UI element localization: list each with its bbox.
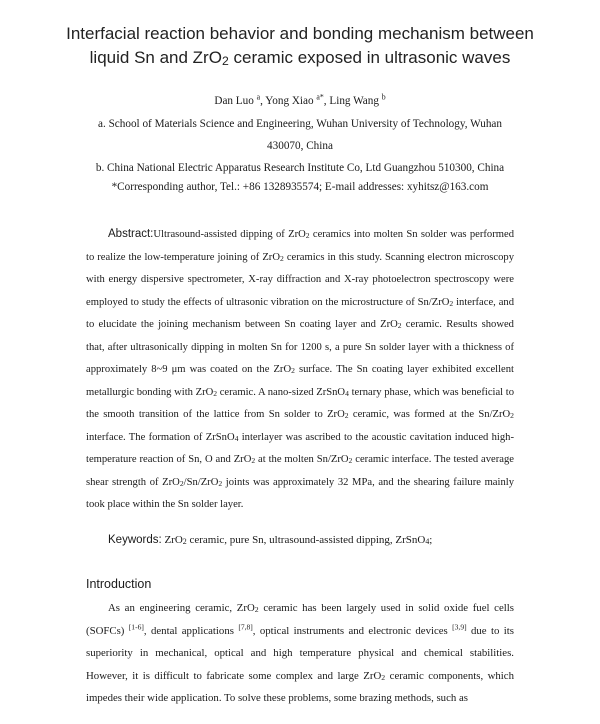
citation: [3,9] xyxy=(452,621,467,631)
keywords-label: Keywords: xyxy=(108,534,162,546)
abstract-label: Abstract: xyxy=(108,228,154,240)
keywords: Keywords: ZrO$_2$ ceramic, pure Sn, ultrasound-assisted dipping, ZrSnO$_4$; xyxy=(108,534,433,547)
corresponding-author: *Corresponding author, Tel.: +86 1328935574; E-mail addresses: xyhitsz@163.com xyxy=(111,181,489,193)
affiliation-a-line-2: 430070, China xyxy=(267,140,333,152)
introduction-paragraph: As an engineering ceramic, ZrO$_2$ ceramic has been largely used in solid oxide fuel cells (SOFCs) [1-6], dental applications [7,8], optical instruments and electronic devices [3,9] due to its superiority in mechanical, optical and high temperature physical and chemical stabilities. However, it is difficult to fabricate some complex and large ZrO$_2$ ceramic components, which impedes their wide application. To solve these problems, some brazing methods, such as xyxy=(86,602,514,704)
citation: [7,8] xyxy=(238,621,253,631)
introduction-heading: Introduction xyxy=(86,577,152,591)
abstract: Abstract:Ultrasound-assisted dipping of ZrO$_2$ ceramics into molten Sn solder was performed to realize the low-temperature joining of ZrO$_2$ ceramics in this study. Scanning electron microscopy with energy dispersive spectrometer, X-ray diffraction and X-ray photoelectron spectroscopy were employed to study the effects of ultrasonic vibration on the microstructure of Sn/ZrO$_2$ interface, and to elucidate the joining mechanism between Sn coating layer and ZrO$_2$ ceramic. Results showed that, after ultrasonically dipping in molten Sn for 1200 s, a pure Sn solder layer with a thickness of approximately 8~9 μm was coated on the ZrO$_2$ surface. The Sn coating layer exhibited excellent metallurgic bonding with ZrO$_2$ ceramic. A nano-sized ZrSnO$_4$ ternary phase, which was beneficial to the smooth transition of the lattice from Sn solder to ZrO$_2$ ceramic, was formed at the Sn/ZrO$_2$ interface. The formation of ZrSnO$_4$ interlayer was ascribed to the acoustic cavitation induced high-temperature reaction of Sn, O and ZrO$_2$ at the molten Sn/ZrO$_2$ ceramic interface. The tested average shear strength of ZrO$_2$/Sn/ZrO$_2$ joints was approximately 32 MPa, and the shearing failure mainly took place within the Sn solder layer. xyxy=(86,228,515,510)
affiliation-a-line-1: a. School of Materials Science and Engineering, Wuhan University of Technology, Wuhan xyxy=(98,118,502,130)
title-line-1: Interfacial reaction behavior and bonding mechanism between xyxy=(66,24,534,43)
citation: [1-6] xyxy=(128,621,144,631)
affiliation-b: b. China National Electric Apparatus Research Institute Co, Ltd Guangzhou 510300, China xyxy=(95,162,505,174)
author-list: Dan Luo $^a$, Yong Xiao $^{a*}$, Ling Wang $^b$ xyxy=(214,92,386,107)
paper-title: Interfacial reaction behavior and bonding mechanism between liquid Sn and ZrO$_2$ ceramic exposed in ultrasonic waves xyxy=(66,24,534,68)
